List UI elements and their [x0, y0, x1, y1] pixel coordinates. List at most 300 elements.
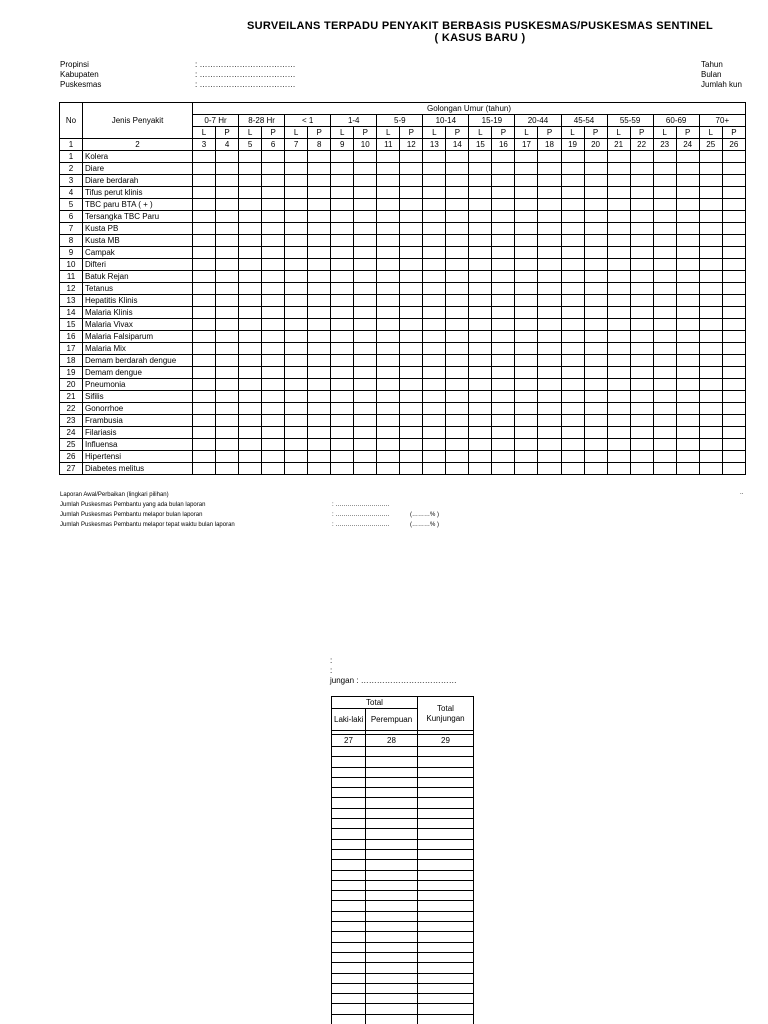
count-cell[interactable]	[193, 319, 216, 331]
count-cell[interactable]	[607, 211, 630, 223]
count-cell[interactable]	[538, 307, 561, 319]
total-cell[interactable]	[418, 901, 474, 911]
total-cell[interactable]	[366, 1014, 418, 1024]
count-cell[interactable]	[630, 199, 653, 211]
count-cell[interactable]	[331, 451, 354, 463]
count-cell[interactable]	[285, 283, 308, 295]
count-cell[interactable]	[285, 319, 308, 331]
count-cell[interactable]	[538, 199, 561, 211]
count-cell[interactable]	[377, 211, 400, 223]
count-cell[interactable]	[400, 271, 423, 283]
count-cell[interactable]	[515, 283, 538, 295]
count-cell[interactable]	[193, 175, 216, 187]
count-cell[interactable]	[446, 403, 469, 415]
count-cell[interactable]	[607, 415, 630, 427]
count-cell[interactable]	[722, 211, 745, 223]
count-cell[interactable]	[193, 151, 216, 163]
count-cell[interactable]	[561, 391, 584, 403]
count-cell[interactable]	[561, 187, 584, 199]
count-cell[interactable]	[262, 175, 285, 187]
count-cell[interactable]	[722, 427, 745, 439]
count-cell[interactable]	[331, 259, 354, 271]
count-cell[interactable]	[285, 163, 308, 175]
count-cell[interactable]	[515, 307, 538, 319]
count-cell[interactable]	[722, 223, 745, 235]
count-cell[interactable]	[630, 379, 653, 391]
count-cell[interactable]	[607, 283, 630, 295]
count-cell[interactable]	[193, 367, 216, 379]
count-cell[interactable]	[515, 163, 538, 175]
count-cell[interactable]	[653, 223, 676, 235]
count-cell[interactable]	[331, 175, 354, 187]
count-cell[interactable]	[239, 151, 262, 163]
count-cell[interactable]	[262, 295, 285, 307]
count-cell[interactable]	[469, 319, 492, 331]
total-cell[interactable]	[366, 922, 418, 932]
total-cell[interactable]	[418, 973, 474, 983]
count-cell[interactable]	[331, 331, 354, 343]
count-cell[interactable]	[216, 439, 239, 451]
count-cell[interactable]	[285, 223, 308, 235]
count-cell[interactable]	[630, 259, 653, 271]
count-cell[interactable]	[653, 379, 676, 391]
count-cell[interactable]	[515, 427, 538, 439]
count-cell[interactable]	[377, 307, 400, 319]
count-cell[interactable]	[584, 283, 607, 295]
count-cell[interactable]	[285, 379, 308, 391]
count-cell[interactable]	[308, 463, 331, 475]
count-cell[interactable]	[584, 151, 607, 163]
count-cell[interactable]	[193, 403, 216, 415]
count-cell[interactable]	[722, 451, 745, 463]
count-cell[interactable]	[630, 343, 653, 355]
count-cell[interactable]	[699, 319, 722, 331]
count-cell[interactable]	[400, 307, 423, 319]
count-cell[interactable]	[538, 283, 561, 295]
count-cell[interactable]	[400, 163, 423, 175]
count-cell[interactable]	[630, 307, 653, 319]
count-cell[interactable]	[400, 187, 423, 199]
count-cell[interactable]	[262, 343, 285, 355]
count-cell[interactable]	[331, 403, 354, 415]
count-cell[interactable]	[515, 355, 538, 367]
count-cell[interactable]	[561, 307, 584, 319]
count-cell[interactable]	[285, 151, 308, 163]
count-cell[interactable]	[722, 355, 745, 367]
count-cell[interactable]	[699, 391, 722, 403]
count-cell[interactable]	[561, 319, 584, 331]
count-cell[interactable]	[630, 331, 653, 343]
count-cell[interactable]	[584, 199, 607, 211]
count-cell[interactable]	[584, 439, 607, 451]
count-cell[interactable]	[308, 451, 331, 463]
total-cell[interactable]	[366, 880, 418, 890]
count-cell[interactable]	[377, 451, 400, 463]
count-cell[interactable]	[423, 319, 446, 331]
count-cell[interactable]	[722, 367, 745, 379]
count-cell[interactable]	[262, 427, 285, 439]
count-cell[interactable]	[469, 187, 492, 199]
count-cell[interactable]	[561, 259, 584, 271]
count-cell[interactable]	[285, 355, 308, 367]
count-cell[interactable]	[676, 343, 699, 355]
count-cell[interactable]	[285, 439, 308, 451]
total-cell[interactable]	[332, 870, 366, 880]
count-cell[interactable]	[216, 355, 239, 367]
count-cell[interactable]	[492, 403, 515, 415]
count-cell[interactable]	[308, 175, 331, 187]
count-cell[interactable]	[354, 271, 377, 283]
count-cell[interactable]	[423, 235, 446, 247]
count-cell[interactable]	[193, 187, 216, 199]
count-cell[interactable]	[515, 367, 538, 379]
count-cell[interactable]	[492, 271, 515, 283]
count-cell[interactable]	[584, 427, 607, 439]
total-cell[interactable]	[418, 1014, 474, 1024]
count-cell[interactable]	[446, 427, 469, 439]
count-cell[interactable]	[722, 463, 745, 475]
count-cell[interactable]	[722, 295, 745, 307]
count-cell[interactable]	[423, 295, 446, 307]
count-cell[interactable]	[377, 463, 400, 475]
count-cell[interactable]	[584, 355, 607, 367]
count-cell[interactable]	[331, 247, 354, 259]
count-cell[interactable]	[423, 211, 446, 223]
count-cell[interactable]	[561, 271, 584, 283]
count-cell[interactable]	[239, 463, 262, 475]
count-cell[interactable]	[446, 439, 469, 451]
count-cell[interactable]	[538, 259, 561, 271]
count-cell[interactable]	[446, 451, 469, 463]
count-cell[interactable]	[262, 403, 285, 415]
count-cell[interactable]	[216, 223, 239, 235]
count-cell[interactable]	[239, 259, 262, 271]
total-cell[interactable]	[332, 891, 366, 901]
count-cell[interactable]	[377, 235, 400, 247]
count-cell[interactable]	[216, 427, 239, 439]
count-cell[interactable]	[469, 331, 492, 343]
total-cell[interactable]	[418, 880, 474, 890]
count-cell[interactable]	[446, 247, 469, 259]
total-cell[interactable]	[366, 942, 418, 952]
count-cell[interactable]	[538, 151, 561, 163]
count-cell[interactable]	[262, 319, 285, 331]
count-cell[interactable]	[308, 391, 331, 403]
count-cell[interactable]	[630, 295, 653, 307]
count-cell[interactable]	[607, 295, 630, 307]
count-cell[interactable]	[630, 283, 653, 295]
total-cell[interactable]	[366, 901, 418, 911]
count-cell[interactable]	[607, 427, 630, 439]
count-cell[interactable]	[377, 403, 400, 415]
count-cell[interactable]	[446, 415, 469, 427]
count-cell[interactable]	[216, 367, 239, 379]
count-cell[interactable]	[446, 187, 469, 199]
count-cell[interactable]	[561, 427, 584, 439]
count-cell[interactable]	[262, 355, 285, 367]
count-cell[interactable]	[216, 283, 239, 295]
count-cell[interactable]	[377, 427, 400, 439]
count-cell[interactable]	[607, 259, 630, 271]
count-cell[interactable]	[676, 427, 699, 439]
count-cell[interactable]	[699, 331, 722, 343]
count-cell[interactable]	[308, 439, 331, 451]
count-cell[interactable]	[492, 199, 515, 211]
count-cell[interactable]	[538, 271, 561, 283]
count-cell[interactable]	[446, 211, 469, 223]
count-cell[interactable]	[331, 151, 354, 163]
count-cell[interactable]	[676, 391, 699, 403]
count-cell[interactable]	[469, 211, 492, 223]
count-cell[interactable]	[607, 463, 630, 475]
count-cell[interactable]	[561, 367, 584, 379]
count-cell[interactable]	[446, 391, 469, 403]
count-cell[interactable]	[630, 355, 653, 367]
count-cell[interactable]	[400, 463, 423, 475]
count-cell[interactable]	[354, 151, 377, 163]
count-cell[interactable]	[216, 391, 239, 403]
count-cell[interactable]	[423, 427, 446, 439]
count-cell[interactable]	[216, 211, 239, 223]
count-cell[interactable]	[400, 355, 423, 367]
total-cell[interactable]	[332, 880, 366, 890]
count-cell[interactable]	[653, 259, 676, 271]
count-cell[interactable]	[492, 379, 515, 391]
total-cell[interactable]	[366, 911, 418, 921]
total-cell[interactable]	[366, 757, 418, 767]
count-cell[interactable]	[400, 295, 423, 307]
total-cell[interactable]	[418, 963, 474, 973]
total-cell[interactable]	[332, 983, 366, 993]
count-cell[interactable]	[584, 163, 607, 175]
count-cell[interactable]	[515, 415, 538, 427]
count-cell[interactable]	[630, 439, 653, 451]
count-cell[interactable]	[699, 415, 722, 427]
count-cell[interactable]	[354, 451, 377, 463]
total-cell[interactable]	[332, 849, 366, 859]
count-cell[interactable]	[676, 211, 699, 223]
count-cell[interactable]	[722, 247, 745, 259]
count-cell[interactable]	[193, 331, 216, 343]
count-cell[interactable]	[515, 211, 538, 223]
count-cell[interactable]	[492, 391, 515, 403]
total-cell[interactable]	[418, 952, 474, 962]
count-cell[interactable]	[492, 223, 515, 235]
count-cell[interactable]	[561, 151, 584, 163]
count-cell[interactable]	[584, 259, 607, 271]
total-cell[interactable]	[332, 839, 366, 849]
count-cell[interactable]	[492, 247, 515, 259]
count-cell[interactable]	[676, 175, 699, 187]
count-cell[interactable]	[446, 199, 469, 211]
count-cell[interactable]	[285, 187, 308, 199]
count-cell[interactable]	[239, 403, 262, 415]
total-cell[interactable]	[366, 983, 418, 993]
count-cell[interactable]	[584, 343, 607, 355]
count-cell[interactable]	[699, 151, 722, 163]
count-cell[interactable]	[630, 271, 653, 283]
total-cell[interactable]	[332, 973, 366, 983]
count-cell[interactable]	[193, 271, 216, 283]
count-cell[interactable]	[584, 247, 607, 259]
count-cell[interactable]	[354, 223, 377, 235]
count-cell[interactable]	[216, 379, 239, 391]
total-cell[interactable]	[332, 829, 366, 839]
count-cell[interactable]	[515, 175, 538, 187]
count-cell[interactable]	[262, 391, 285, 403]
count-cell[interactable]	[653, 151, 676, 163]
count-cell[interactable]	[331, 163, 354, 175]
count-cell[interactable]	[308, 235, 331, 247]
total-cell[interactable]	[332, 777, 366, 787]
count-cell[interactable]	[377, 379, 400, 391]
count-cell[interactable]	[400, 427, 423, 439]
count-cell[interactable]	[469, 199, 492, 211]
count-cell[interactable]	[676, 331, 699, 343]
count-cell[interactable]	[423, 199, 446, 211]
count-cell[interactable]	[584, 331, 607, 343]
count-cell[interactable]	[331, 283, 354, 295]
count-cell[interactable]	[193, 463, 216, 475]
total-cell[interactable]	[332, 952, 366, 962]
count-cell[interactable]	[469, 247, 492, 259]
count-cell[interactable]	[193, 223, 216, 235]
count-cell[interactable]	[676, 379, 699, 391]
count-cell[interactable]	[262, 211, 285, 223]
count-cell[interactable]	[722, 283, 745, 295]
count-cell[interactable]	[354, 403, 377, 415]
count-cell[interactable]	[354, 235, 377, 247]
count-cell[interactable]	[699, 259, 722, 271]
count-cell[interactable]	[584, 307, 607, 319]
total-cell[interactable]	[332, 767, 366, 777]
count-cell[interactable]	[423, 391, 446, 403]
count-cell[interactable]	[515, 151, 538, 163]
count-cell[interactable]	[331, 271, 354, 283]
total-cell[interactable]	[366, 860, 418, 870]
count-cell[interactable]	[630, 223, 653, 235]
count-cell[interactable]	[676, 151, 699, 163]
count-cell[interactable]	[653, 163, 676, 175]
count-cell[interactable]	[377, 355, 400, 367]
count-cell[interactable]	[239, 391, 262, 403]
count-cell[interactable]	[423, 331, 446, 343]
count-cell[interactable]	[699, 247, 722, 259]
total-cell[interactable]	[418, 819, 474, 829]
count-cell[interactable]	[722, 319, 745, 331]
count-cell[interactable]	[676, 235, 699, 247]
total-cell[interactable]	[332, 932, 366, 942]
count-cell[interactable]	[354, 295, 377, 307]
count-cell[interactable]	[354, 175, 377, 187]
count-cell[interactable]	[584, 223, 607, 235]
count-cell[interactable]	[423, 259, 446, 271]
count-cell[interactable]	[469, 439, 492, 451]
count-cell[interactable]	[377, 271, 400, 283]
total-cell[interactable]	[366, 849, 418, 859]
count-cell[interactable]	[469, 391, 492, 403]
count-cell[interactable]	[607, 343, 630, 355]
count-cell[interactable]	[308, 343, 331, 355]
count-cell[interactable]	[607, 175, 630, 187]
total-cell[interactable]	[366, 994, 418, 1004]
count-cell[interactable]	[308, 367, 331, 379]
count-cell[interactable]	[354, 283, 377, 295]
count-cell[interactable]	[216, 295, 239, 307]
count-cell[interactable]	[285, 235, 308, 247]
count-cell[interactable]	[285, 307, 308, 319]
count-cell[interactable]	[423, 223, 446, 235]
count-cell[interactable]	[653, 331, 676, 343]
count-cell[interactable]	[630, 235, 653, 247]
count-cell[interactable]	[193, 355, 216, 367]
count-cell[interactable]	[653, 343, 676, 355]
count-cell[interactable]	[538, 247, 561, 259]
count-cell[interactable]	[377, 223, 400, 235]
count-cell[interactable]	[492, 187, 515, 199]
count-cell[interactable]	[561, 331, 584, 343]
count-cell[interactable]	[354, 199, 377, 211]
count-cell[interactable]	[607, 151, 630, 163]
count-cell[interactable]	[607, 451, 630, 463]
total-cell[interactable]	[366, 952, 418, 962]
count-cell[interactable]	[469, 403, 492, 415]
total-cell[interactable]	[332, 901, 366, 911]
count-cell[interactable]	[492, 319, 515, 331]
count-cell[interactable]	[239, 439, 262, 451]
count-cell[interactable]	[515, 235, 538, 247]
count-cell[interactable]	[561, 235, 584, 247]
count-cell[interactable]	[469, 343, 492, 355]
count-cell[interactable]	[377, 367, 400, 379]
count-cell[interactable]	[354, 355, 377, 367]
count-cell[interactable]	[676, 295, 699, 307]
count-cell[interactable]	[262, 187, 285, 199]
count-cell[interactable]	[722, 439, 745, 451]
count-cell[interactable]	[193, 235, 216, 247]
count-cell[interactable]	[446, 283, 469, 295]
count-cell[interactable]	[262, 199, 285, 211]
count-cell[interactable]	[216, 247, 239, 259]
count-cell[interactable]	[308, 199, 331, 211]
count-cell[interactable]	[584, 451, 607, 463]
count-cell[interactable]	[676, 283, 699, 295]
count-cell[interactable]	[308, 331, 331, 343]
count-cell[interactable]	[722, 151, 745, 163]
count-cell[interactable]	[515, 187, 538, 199]
count-cell[interactable]	[193, 259, 216, 271]
count-cell[interactable]	[538, 439, 561, 451]
count-cell[interactable]	[239, 415, 262, 427]
count-cell[interactable]	[308, 355, 331, 367]
count-cell[interactable]	[193, 307, 216, 319]
count-cell[interactable]	[469, 259, 492, 271]
count-cell[interactable]	[423, 451, 446, 463]
count-cell[interactable]	[239, 271, 262, 283]
total-cell[interactable]	[418, 788, 474, 798]
count-cell[interactable]	[193, 379, 216, 391]
count-cell[interactable]	[584, 319, 607, 331]
count-cell[interactable]	[538, 223, 561, 235]
count-cell[interactable]	[377, 187, 400, 199]
count-cell[interactable]	[492, 355, 515, 367]
count-cell[interactable]	[239, 295, 262, 307]
total-cell[interactable]	[332, 1004, 366, 1014]
count-cell[interactable]	[607, 355, 630, 367]
count-cell[interactable]	[308, 379, 331, 391]
count-cell[interactable]	[446, 271, 469, 283]
count-cell[interactable]	[538, 343, 561, 355]
